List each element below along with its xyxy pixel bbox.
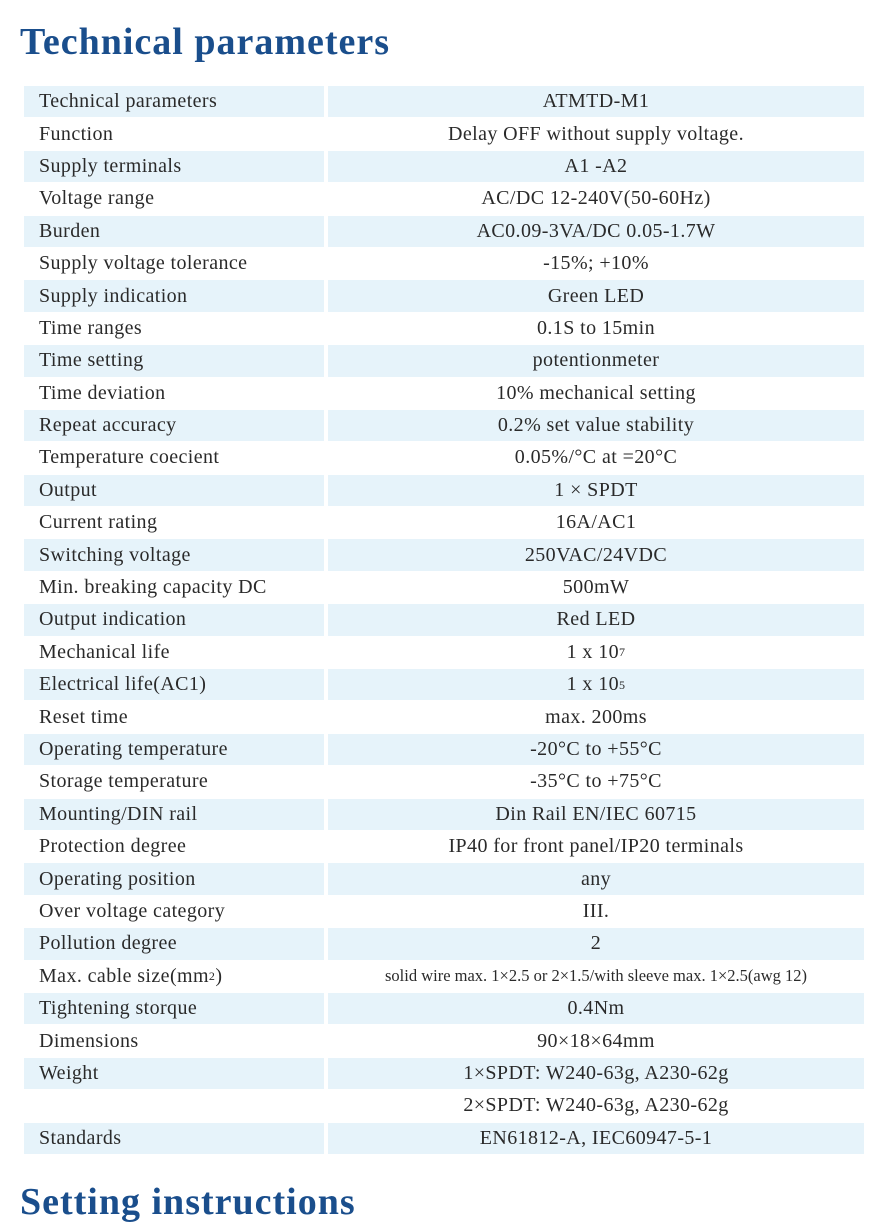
- table-row: [24, 1123, 864, 1155]
- table-row: [24, 734, 864, 766]
- table-row: [24, 604, 864, 636]
- parameter-value: max. 200ms: [328, 701, 864, 732]
- table-row: [24, 701, 864, 733]
- parameter-value: 2: [328, 928, 864, 959]
- table-row: [24, 831, 864, 863]
- table-row: [24, 1025, 864, 1057]
- parameter-value: -20°C to +55°C: [328, 734, 864, 765]
- parameter-value: -35°C to +75°C: [328, 766, 864, 797]
- table-row: [24, 799, 864, 831]
- page-title: Technical parameters: [20, 21, 391, 63]
- parameter-value: 1 x 10 7: [328, 637, 864, 668]
- table-row: [24, 637, 864, 669]
- parameter-name: Min. breaking capacity DC: [24, 572, 324, 603]
- table-row: [24, 863, 864, 895]
- parameter-name: Reset time: [24, 701, 324, 732]
- table-row: [24, 442, 864, 474]
- parameter-value: 250VAC/24VDC: [328, 539, 864, 570]
- parameter-name: Supply voltage tolerance: [24, 248, 324, 279]
- parameter-value: 1 × SPDT: [328, 475, 864, 506]
- parameter-name: Switching voltage: [24, 539, 324, 570]
- parameter-name: Pollution degree: [24, 928, 324, 959]
- parameter-value: Green LED: [328, 280, 864, 311]
- parameter-value: 500mW: [328, 572, 864, 603]
- table-row: [24, 928, 864, 960]
- parameter-value: Red LED: [328, 604, 864, 635]
- parameter-name: Protection degree: [24, 831, 324, 862]
- table-row: [24, 1090, 864, 1122]
- parameter-value: 0.2% set value stability: [328, 410, 864, 441]
- parameter-value: solid wire max. 1×2.5 or 2×1.5/with sleeve max. 1×2.5(awg 12): [328, 961, 864, 992]
- table-row: [24, 993, 864, 1025]
- table-row: [24, 669, 864, 701]
- parameter-name: Repeat accuracy: [24, 410, 324, 441]
- parameter-name: Current rating: [24, 507, 324, 538]
- parameter-value: 2×SPDT: W240-63g, A230-62g: [328, 1090, 864, 1121]
- parameter-name: Function: [24, 118, 324, 149]
- parameter-name: Time ranges: [24, 313, 324, 344]
- parameter-name: Time deviation: [24, 378, 324, 409]
- table-row: [24, 280, 864, 312]
- parameter-value: AC/DC 12-240V(50-60Hz): [328, 183, 864, 214]
- parameter-value: -15%; +10%: [328, 248, 864, 279]
- technical-parameters-table: [24, 86, 864, 1155]
- parameter-name: Electrical life(AC1): [24, 669, 324, 700]
- parameter-value: 0.05%/°C at =20°C: [328, 442, 864, 473]
- table-row: [24, 410, 864, 442]
- parameter-value: EN61812-A, IEC60947-5-1: [328, 1123, 864, 1154]
- table-row: [24, 345, 864, 377]
- parameter-value: Delay OFF without supply voltage.: [328, 118, 864, 149]
- parameter-name: Mounting/DIN rail: [24, 799, 324, 830]
- table-row: [24, 766, 864, 798]
- parameter-name: Supply terminals: [24, 151, 324, 182]
- table-row: [24, 216, 864, 248]
- parameter-value: 0.4Nm: [328, 993, 864, 1024]
- parameter-value: 1 x 10 5: [328, 669, 864, 700]
- table-row: [24, 572, 864, 604]
- parameter-value: 0.1S to 15min: [328, 313, 864, 344]
- table-row: [24, 896, 864, 928]
- table-row: [24, 151, 864, 183]
- parameter-name: Dimensions: [24, 1025, 324, 1056]
- parameter-value: IP40 for front panel/IP20 terminals: [328, 831, 864, 862]
- parameter-value: any: [328, 863, 864, 894]
- parameter-value: III.: [328, 896, 864, 927]
- parameter-name: Voltage range: [24, 183, 324, 214]
- parameter-value: Din Rail EN/IEC 60715: [328, 799, 864, 830]
- parameter-name: Burden: [24, 216, 324, 247]
- table-row: [24, 475, 864, 507]
- parameter-value: AC0.09-3VA/DC 0.05-1.7W: [328, 216, 864, 247]
- parameter-value: 10% mechanical setting: [328, 378, 864, 409]
- parameter-value: potentionmeter: [328, 345, 864, 376]
- parameter-name: Standards: [24, 1123, 324, 1154]
- table-row: [24, 118, 864, 150]
- setting-instructions-heading: Setting instructions: [20, 1181, 356, 1223]
- table-row: [24, 507, 864, 539]
- parameter-name: Technical parameters: [24, 86, 324, 117]
- table-row: [24, 1058, 864, 1090]
- parameter-name: Operating temperature: [24, 734, 324, 765]
- parameter-value: 16A/AC1: [328, 507, 864, 538]
- parameter-name: Storage temperature: [24, 766, 324, 797]
- table-row: [24, 86, 864, 118]
- parameter-name: Mechanical life: [24, 637, 324, 668]
- parameter-name: [24, 1090, 324, 1121]
- table-row: [24, 183, 864, 215]
- parameter-value: 90×18×64mm: [328, 1025, 864, 1056]
- table-row: [24, 961, 864, 993]
- table-row: [24, 248, 864, 280]
- parameter-name: Weight: [24, 1058, 324, 1089]
- table-row: [24, 378, 864, 410]
- parameter-name: Tightening storque: [24, 993, 324, 1024]
- table-row: [24, 313, 864, 345]
- parameter-name: Time setting: [24, 345, 324, 376]
- parameter-name: Max. cable size(mm 2 ): [24, 961, 324, 992]
- parameter-name: Temperature coecient: [24, 442, 324, 473]
- parameter-name: Operating position: [24, 863, 324, 894]
- parameter-name: Supply indication: [24, 280, 324, 311]
- parameter-value: A1 -A2: [328, 151, 864, 182]
- parameter-value: 1×SPDT: W240-63g, A230-62g: [328, 1058, 864, 1089]
- table-row: [24, 539, 864, 571]
- parameter-name: Output indication: [24, 604, 324, 635]
- parameter-name: Over voltage category: [24, 896, 324, 927]
- parameter-name: Output: [24, 475, 324, 506]
- parameter-value: ATMTD-M1: [328, 86, 864, 117]
